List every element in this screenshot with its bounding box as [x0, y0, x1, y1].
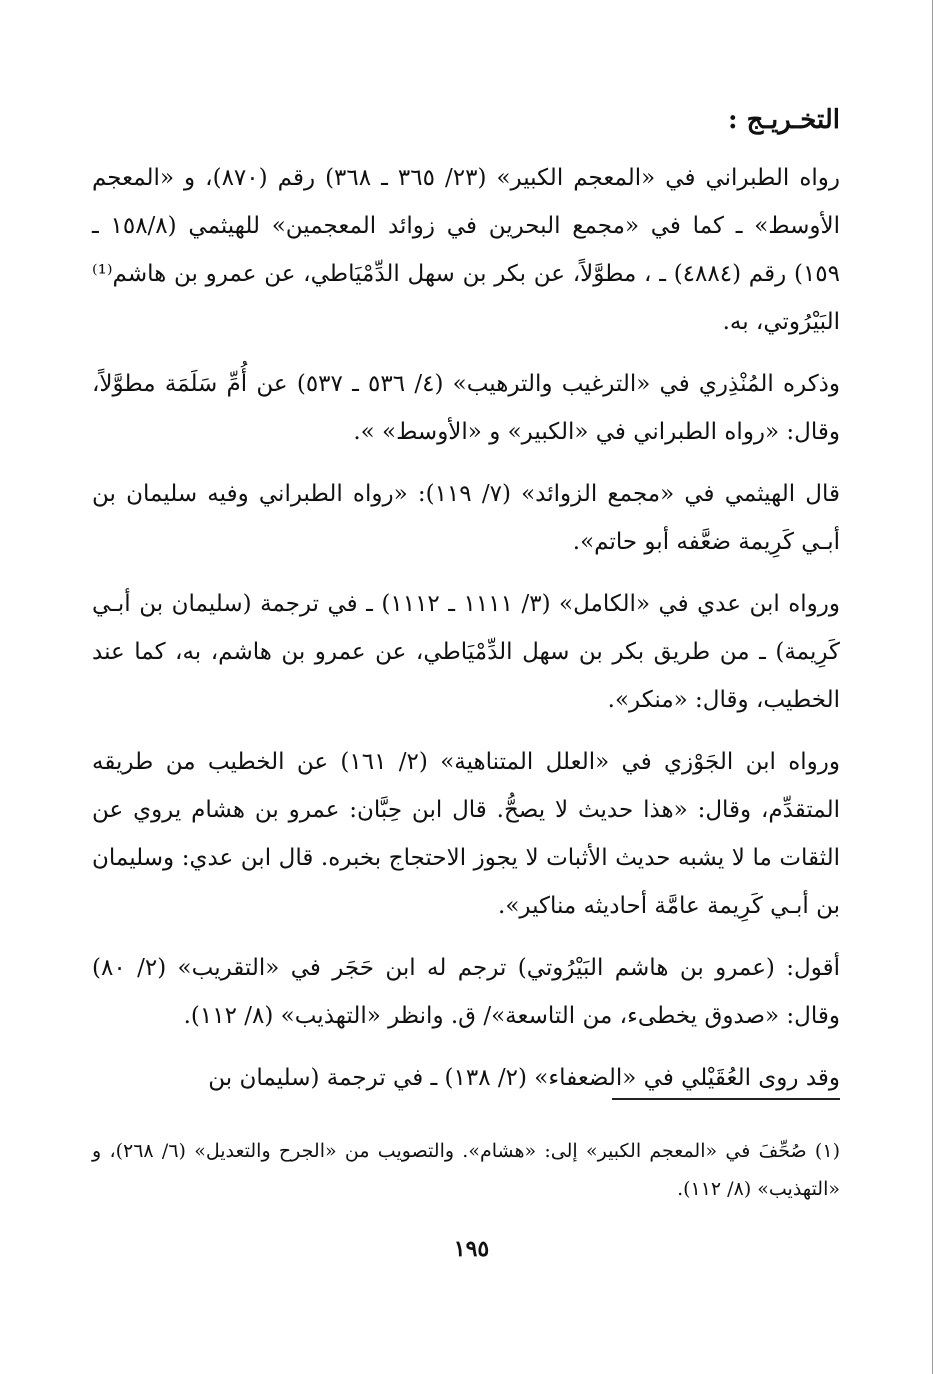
- paragraph-1: رواه الطبراني في «المعجم الكبير» (٢٣/ ٣٦٥ ـ ٣٦٨) رقم (٨٧٠)، و «المعجم الأوسط» ـ كما في «مجمع البحرين في زوائد المعجمين» للهيثمي (١٥٨/٨ ـ ١٥٩) رقم (٤٨٨٤) ـ ، مطوَّلاً، عن بكر بن سهل الدِّمْيَاطي، عن عمرو بن هاشم⁽¹⁾ البَيْرُوتي، به.: [92, 165, 840, 335]
- paragraph-3: قال الهيثمي في «مجمع الزوائد» (٧/ ١١٩): «رواه الطبراني وفيه سليمان بن أبـي كَرِيمة ضعَّفه أبو حاتم».: [92, 481, 840, 555]
- page-body: [92, 96, 840, 1102]
- section-heading: التخـريـج :: [727, 105, 840, 135]
- paragraph-5: ورواه ابن الجَوْزي في «العلل المتناهية» (٢/ ١٦١) عن الخطيب من طريقه المتقدِّم، وقال: «هذا حديث لا يصحُّ. قال ابن حِبَّان: عمرو بن هشام يروي عن الثقات ما لا يشبه حديث الأثبات لا يجوز الاحتجاج بخبره. قال ابن عدي: وسليمان بن أبـي كَرِيمة عامَّة أحاديثه مناكير».: [92, 749, 840, 919]
- page-edge-line: [932, 0, 933, 1374]
- paragraph-2: وذكره المُنْذِري في «الترغيب والترهيب» (٤/ ٥٣٦ ـ ٥٣٧) عن أُمِّ سَلَمَة مطوَّلاً، وقال: «رواه الطبراني في «الكبير» و «الأوسط» ».: [92, 371, 841, 445]
- paragraph-6: أقول: (عمرو بن هاشم البَيْرُوتي) ترجم له ابن حَجَر في «التقريب» (٢/ ٨٠) وقال: «صدوق يخطىء، من التاسعة»/ ق. وانظر «التهذيب» (٨/ ١١٢).: [92, 955, 840, 1029]
- page-number: ١٩٥: [453, 1236, 490, 1262]
- footnote: (١) صُحِّفَ في «المعجم الكبير» إلى: «هشام». والتصويب من «الجرح والتعديل» (٦/ ٢٦٨)، و «التهذيب» (٨/ ١١٢).: [92, 1140, 840, 1200]
- footnote-separator: [612, 1098, 840, 1100]
- paragraph-7: وقد روى العُقَيْلي في «الضعفاء» (٢/ ١٣٨) ـ في ترجمة (سليمان بن: [208, 1065, 840, 1091]
- paragraph-4: ورواه ابن عدي في «الكامل» (٣/ ١١١١ ـ ١١١٢) ـ في ترجمة (سليمان بن أبـي كَرِيمة) ـ من طريق بكر بن سهل الدِّمْيَاطي، عن عمرو بن هاشم، به، كما عند الخطيب، وقال: «منكر».: [92, 591, 841, 713]
